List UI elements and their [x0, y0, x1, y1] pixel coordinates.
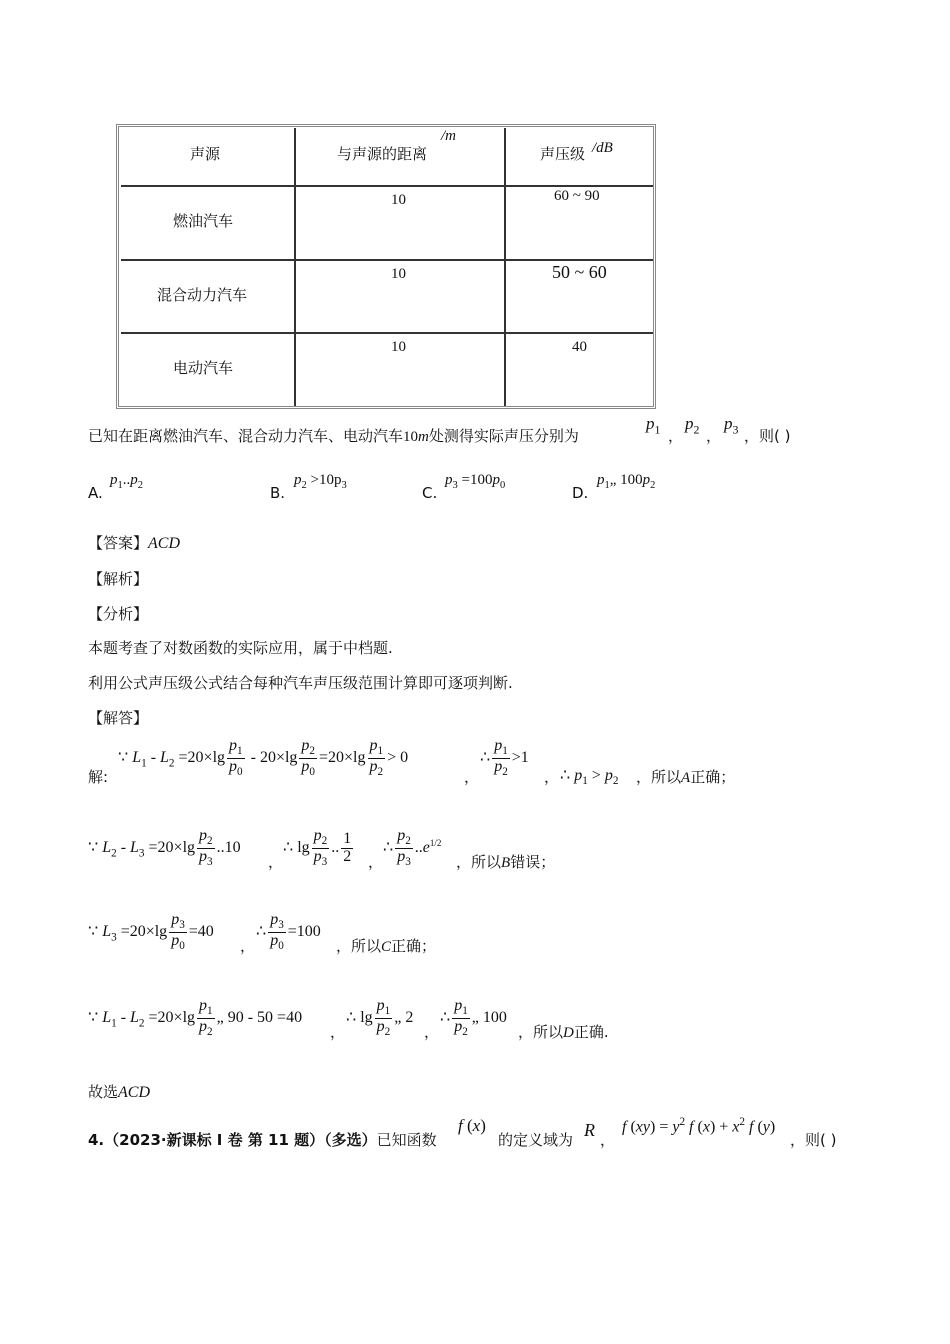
- therefore-symbol: ∴: [346, 1009, 357, 1027]
- question-unit: m: [418, 429, 429, 445]
- therefore-symbol: ∴: [283, 839, 294, 857]
- table-cell-source: 燃油汽车: [173, 212, 234, 230]
- table-cell-source: 混合动力汽车: [157, 286, 248, 304]
- math-p3: $p_3$: [724, 414, 739, 437]
- math-p1: $p_1$: [646, 414, 661, 437]
- question-distance: 10: [403, 429, 419, 445]
- conclusion-text: ，所以: [456, 853, 502, 871]
- question-sep: ，: [706, 427, 722, 445]
- math-functional-equation: f $(xy) = y^2$ f $(x) + x^2$ f (y): [622, 1116, 776, 1136]
- table-divider: [504, 128, 506, 406]
- table-divider: [294, 128, 296, 406]
- table-header-level: 声压级: [540, 145, 586, 163]
- therefore-symbol: ∴: [560, 767, 571, 784]
- therefore-symbol: ∴: [383, 839, 394, 857]
- final-answer-text: 故选: [88, 1083, 119, 1101]
- problem-number: 4.: [88, 1131, 105, 1149]
- conclusion-text: ，所以: [636, 768, 682, 786]
- solution-jie: 解:: [88, 768, 109, 786]
- table-header-distance-label: 与声源的距离: [337, 145, 428, 163]
- option-d-formula: $p_1„$ $100p_2$: [597, 472, 656, 491]
- table-header-source: 声源: [190, 145, 221, 163]
- solution-formula-2: ∵ $L_2 - L_3 =20\times\lg$ $\frac{p_2}{p_3}$ ..10: [88, 827, 241, 869]
- therefore-symbol: ∴: [256, 923, 267, 941]
- conclusion-text: 正确；: [690, 768, 736, 786]
- table-cell-distance: 10: [391, 266, 406, 282]
- option-d-label: D.: [572, 484, 589, 502]
- table-cell-level: 50 ~ 60: [552, 262, 607, 282]
- analysis-label: 【解析】: [88, 570, 149, 588]
- table-cell-level: 40: [572, 339, 587, 355]
- sep-comma: ，: [240, 937, 256, 955]
- table-cell-level: 60 ~ 90: [554, 188, 600, 204]
- sep-comma: ，: [268, 853, 284, 871]
- solution-formula-3: ∵ $L_3 =20\times\lg$ $\frac{p_3}{p_0}$ =40: [88, 911, 214, 953]
- problem-text: 的定义域为: [498, 1131, 574, 1149]
- option-b-formula: $p_2 >10p_3$: [294, 472, 347, 491]
- final-answer-value: ACD: [118, 1084, 151, 1101]
- fenxi-label: 【分析】: [88, 605, 149, 623]
- because-symbol: ∵: [88, 839, 99, 857]
- option-c-formula: $p_3 =100p_0$: [445, 472, 506, 491]
- option-c-label: C.: [422, 484, 438, 502]
- solution-formula-3b: ∴ $\frac{p_3}{p_0}$ =100: [256, 911, 321, 953]
- question-text: [88, 425, 579, 446]
- option-ref: A: [681, 770, 691, 786]
- jieda-label: 【解答】: [88, 709, 149, 727]
- because-symbol: ∵: [88, 1009, 99, 1027]
- because-symbol: ∵: [88, 923, 99, 941]
- option-ref: B: [501, 855, 511, 871]
- table-divider: [121, 332, 653, 334]
- table-divider: [121, 259, 653, 261]
- option-b-label: B.: [270, 484, 286, 502]
- sep-comma: ，: [464, 768, 480, 786]
- math-domain: R: [584, 1120, 595, 1140]
- table-header-distance-unit: /m: [441, 128, 456, 144]
- table-cell-distance: 10: [391, 192, 406, 208]
- question-sep: ，: [668, 427, 684, 445]
- solution-conclusion-d: [518, 1021, 609, 1042]
- question-text-part: 已知在距离燃油汽车、混合动力汽车、电动汽车: [88, 427, 404, 445]
- solution-conclusion-a: [636, 766, 735, 787]
- solution-formula-4c: ∴ $\frac{p_1}{p_2}$ „ 100: [440, 997, 507, 1039]
- answer-line: [88, 532, 180, 553]
- final-answer: [88, 1081, 150, 1102]
- problem-sep: ，: [600, 1131, 616, 1149]
- option-ref: C: [381, 939, 392, 955]
- question-end: ，则( ): [744, 427, 791, 445]
- solution-conclusion-c: [336, 935, 436, 956]
- because-symbol: ∵: [118, 749, 129, 767]
- conclusion-text: 正确.: [573, 1023, 609, 1041]
- table-cell-source: 电动汽车: [173, 359, 234, 377]
- conclusion-text: ，所以: [336, 937, 382, 955]
- table-divider: [121, 185, 653, 187]
- option-ref: D: [563, 1025, 574, 1041]
- therefore-symbol: ∴: [440, 1009, 451, 1027]
- solution-formula-2b: ∴ lg $\frac{p_2}{p_3}$ .. $\frac{1}{2}$: [283, 827, 352, 869]
- math-p2: $p_2$: [685, 414, 700, 437]
- math-fx: f (x): [458, 1116, 486, 1135]
- answer-value: ACD: [148, 535, 181, 552]
- conclusion-text: 正确；: [391, 937, 437, 955]
- conclusion-text: ，所以: [518, 1023, 564, 1041]
- problem-end: ，则( ): [790, 1131, 837, 1149]
- solution-formula-1: ∵ $L_1 - L_2 =20\times\lg$ $\frac{p_1}{p_0}$ - 20×lg $\frac{p_2}{p_0}$ =20×lg $\frac{p_1}{p_2}$ > 0: [118, 737, 409, 779]
- sep-comma: ，: [544, 768, 560, 786]
- problem-4-header: [88, 1129, 437, 1150]
- fenxi-line: 本题考查了对数函数的实际应用，属于中档题.: [88, 639, 393, 657]
- solution-formula-4: ∵ $L_1 - L_2 =20\times\lg$ $\frac{p_1}{p_2}$ „ 90 - 50 =40: [88, 997, 303, 1039]
- problem-text: 已知函数: [376, 1131, 437, 1149]
- problem-source: （2023·新课标 I 卷 第 11 题）（多选）: [104, 1131, 377, 1149]
- option-a-label: A.: [88, 484, 103, 502]
- question-text-part: 处测得实际声压分别为: [428, 427, 579, 445]
- solution-formula-1b: ∴ $\frac{p_1}{p_2}$ >1: [480, 737, 529, 779]
- sep-comma: ，: [368, 853, 384, 871]
- answer-label: 【答案】: [88, 534, 149, 552]
- conclusion-text: 错误；: [510, 853, 556, 871]
- solution-formula-2c: ∴ $\frac{p_2}{p_3}$ $..e^{1/2}$: [383, 827, 442, 869]
- solution-formula-1c: ∴ $p_1 > p_2$: [560, 767, 619, 788]
- solution-formula-4b: ∴ lg $\frac{p_1}{p_2}$ „ 2: [346, 997, 414, 1039]
- table-header-level-unit: /dB: [592, 140, 613, 156]
- therefore-symbol: ∴: [480, 749, 491, 767]
- option-a-formula: $p_1..p_2$: [110, 472, 143, 491]
- sep-comma: ，: [424, 1023, 440, 1041]
- fenxi-line: 利用公式声压级公式结合每种汽车声压级范围计算即可逐项判断.: [88, 674, 513, 692]
- table-cell-distance: 10: [391, 339, 406, 355]
- solution-conclusion-b: [456, 851, 555, 872]
- table-header-distance: [337, 143, 427, 164]
- sep-comma: ，: [330, 1023, 346, 1041]
